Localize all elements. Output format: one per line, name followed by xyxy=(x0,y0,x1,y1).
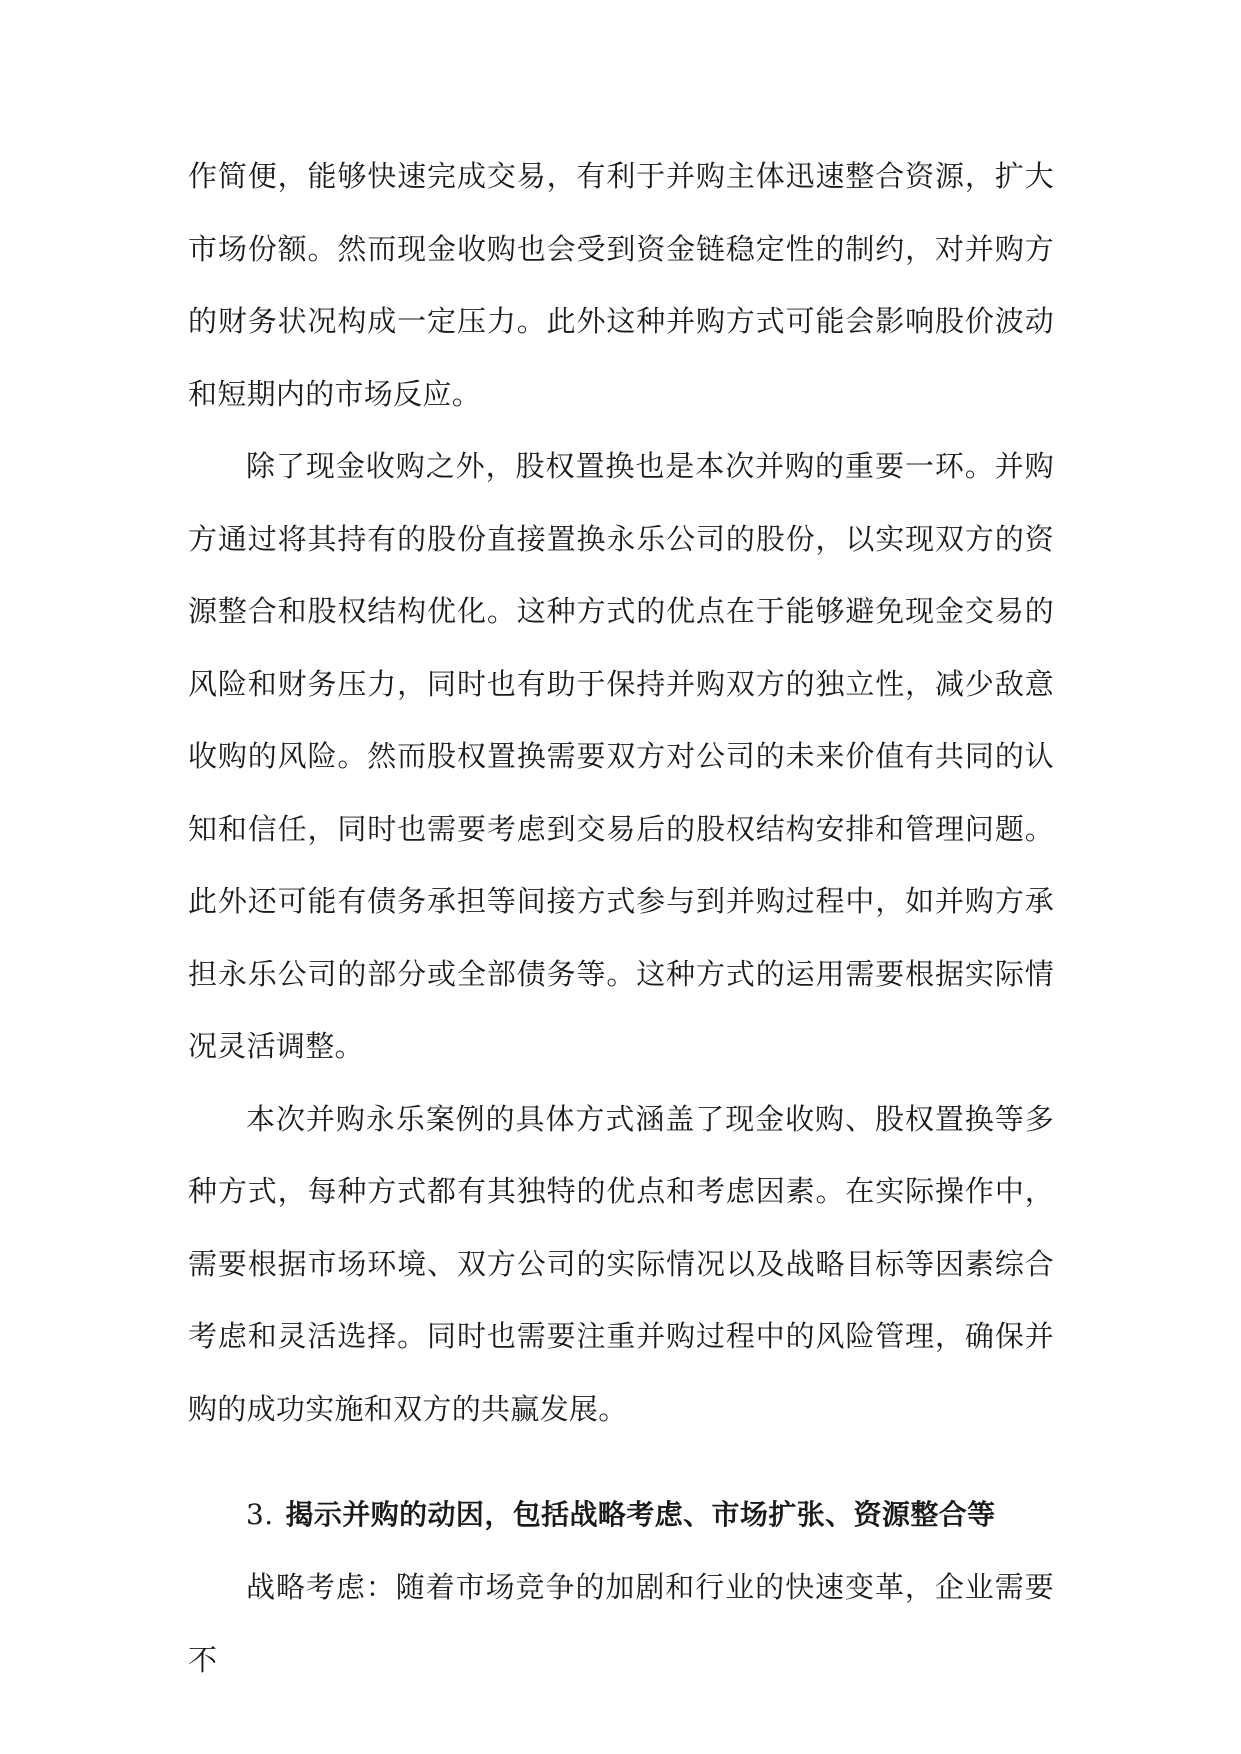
paragraph-summary: 本次并购永乐案例的具体方式涵盖了现金收购、股权置换等多种方式，每种方式都有其独特的优点和考虑因素。在实际操作中，需要根据市场环境、双方公司的实际情况以及战略目标等因素综合考虑和灵活选择。同时也需要注重并购过程中的风险管理，确保并购的成功实施和双方的共赢发展。 xyxy=(188,1101,1054,1426)
paragraph-continued: 作简便，能够快速完成交易，有利于并购主体迅速整合资源，扩大市场份额。然而现金收购也会受到资金链稳定性的制约，对并购方的财务状况构成一定压力。此外这种并购方式可能会影响股价波动和短期内的市场反应。 xyxy=(188,159,1054,411)
paragraph-equity-swap: 除了现金收购之外，股权置换也是本次并购的重要一环。并购方通过将其持有的股份直接置换永乐公司的股份，以实现双方的资源整合和股权结构优化。这种方式的优点在于能够避免现金交易的风险和财务压力，同时也有助于保持并购双方的独立性，减少敌意收购的风险。然而股权置换需要双方对公司的未来价值有共同的认知和信任，同时也需要考虑到交易后的股权结构安排和管理问题。此外还可能有债务承担等间接方式参与到并购过程中，如并购方承担永乐公司的部分或全部债务等。这种方式的运用需要根据实际情况灵活调整。 xyxy=(188,449,1054,1063)
section-number: 3. xyxy=(246,1498,274,1531)
section-title: 揭示并购的动因，包括战略考虑、市场扩张、资源整合等 xyxy=(285,1498,996,1531)
section-heading xyxy=(188,1479,1054,1551)
document-body xyxy=(188,140,1054,1696)
paragraph-strategy: 战略考虑：随着市场竞争的加剧和行业的快速变革，企业需要不 xyxy=(188,1570,1054,1677)
